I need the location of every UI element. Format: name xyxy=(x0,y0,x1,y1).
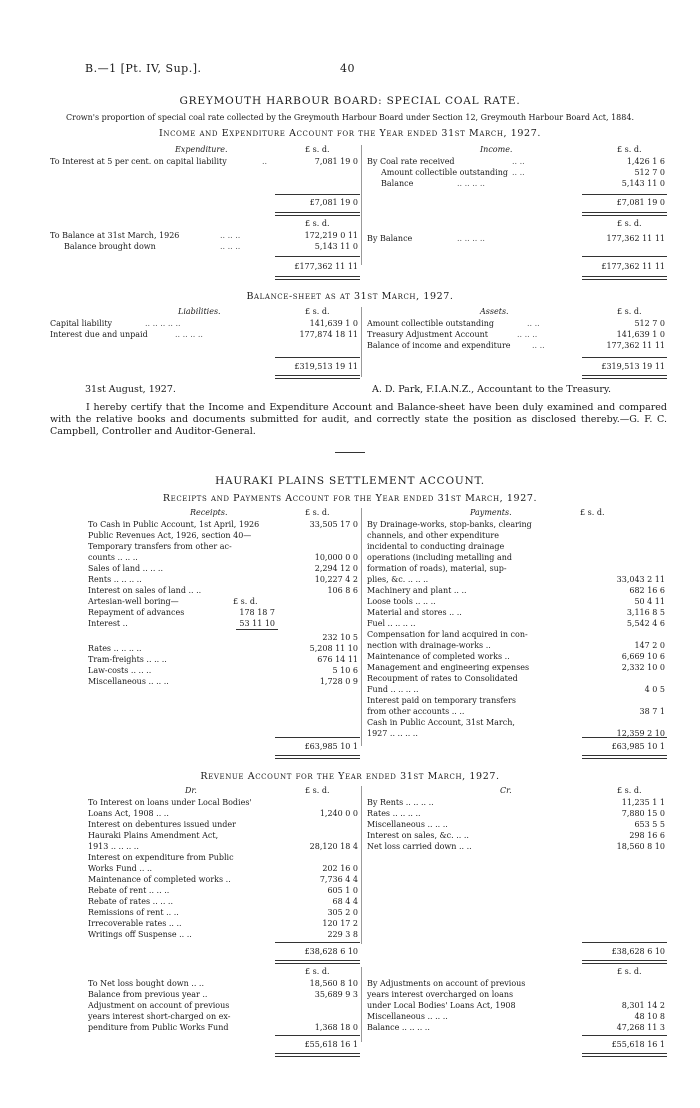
cr-heading: Cr. xyxy=(500,786,512,795)
double-rule xyxy=(582,212,667,216)
ledger-line: Balance .. .. .. .. 47,268 11 3 xyxy=(367,1023,665,1032)
ledger-line: Net loss carried down .. .. 18,560 8 10 xyxy=(367,842,665,851)
ledger-line: Capital liability .. .. .. .. .. 141,639 1 0 xyxy=(50,319,358,328)
income-heading: Income. xyxy=(480,145,513,154)
ledger-line: Material and stores .. .. 3,116 8 5 xyxy=(367,608,665,617)
lsd-heading: £ s. d. xyxy=(305,219,330,228)
ledger-line: Balance from previous year .. 35,689 9 3 xyxy=(88,990,358,999)
ledger-line: Irrecoverable rates .. .. 120 17 2 xyxy=(88,919,358,928)
ledger-line: Maintenance of completed works .. 6,669 10 6 xyxy=(367,652,665,661)
receipts-payments-title: Receipts and Payments Account for the Year ended 31st March, 1927. xyxy=(162,493,538,504)
ledger-line: Fund .. .. .. .. 4 0 5 xyxy=(367,685,665,694)
total-rule xyxy=(582,194,667,195)
ledger-line: Management and engineering expenses 2,332 10 0 xyxy=(367,663,665,672)
dr-heading: Dr. xyxy=(185,786,197,795)
double-rule xyxy=(275,212,360,216)
ledger-line: Balance of income and expenditure .. .. 177,362 11 11 xyxy=(367,341,665,350)
ledger-line: 1927 .. .. .. .. 12,359 2 10 xyxy=(367,729,665,738)
ledger-line: Rates .. .. .. .. 5,208 11 10 xyxy=(88,644,358,653)
double-rule xyxy=(275,1053,360,1057)
ledger-line: Miscellaneous .. .. .. 48 10 8 xyxy=(367,1012,665,1021)
ledger-line: Rebate of rates .. .. .. 68 4 4 xyxy=(88,897,358,906)
ledger-line: 232 10 5 xyxy=(322,633,358,642)
total-line: £38,628 6 10 xyxy=(304,947,358,956)
double-rule xyxy=(582,375,667,379)
column-divider xyxy=(361,508,362,746)
column-divider xyxy=(361,786,362,944)
total-rule xyxy=(275,737,360,738)
audit-certificate: I hereby certify that the Income and Expenditure Account and Balance-sheet have been duly examined and compared with the relative books and documents submitted for audit, and correctly state the position as disclosed thereby.—G. F. C. Campbell, Controller and Auditor-General. xyxy=(50,402,667,437)
ledger-line: Artesian-well boring— £ s. d. xyxy=(88,597,258,606)
lsd-heading: £ s. d. xyxy=(305,508,330,517)
double-rule xyxy=(275,375,360,379)
double-rule xyxy=(275,960,360,964)
ledger-line: Public Revenues Act, 1926, section 40— xyxy=(88,531,252,540)
ledger-line: penditure from Public Works Fund 1,368 18 0 xyxy=(88,1023,358,1032)
ledger-line: years interest overcharged on loans xyxy=(367,990,514,999)
total-line: £55,618 16 1 xyxy=(304,1040,358,1049)
ledger-line: Rates .. .. .. .. 7,880 15 0 xyxy=(367,809,665,818)
section-divider xyxy=(335,452,365,453)
total-line: £319,513 19 11 xyxy=(601,362,665,371)
total-rule xyxy=(582,357,667,358)
double-rule xyxy=(582,1053,667,1057)
page-header-ref: B.—1 [Pt. IV, Sup.]. xyxy=(85,62,202,75)
total-rule xyxy=(582,942,667,943)
ledger-line: nection with drainage-works .. 147 2 0 xyxy=(367,641,665,650)
ledger-line: Sales of land .. .. .. 2,294 12 0 xyxy=(88,564,358,573)
lsd-heading: £ s. d. xyxy=(617,219,642,228)
ledger-line: Adjustment on account of previous xyxy=(88,1001,230,1010)
ledger-line: Interest on debentures issued under xyxy=(88,820,236,829)
ledger-line: Machinery and plant .. .. 682 16 6 xyxy=(367,586,665,595)
hauraki-title: HAURAKI PLAINS SETTLEMENT ACCOUNT. xyxy=(215,475,485,487)
ledger-line: Interest on sales of land .. .. 106 8 6 xyxy=(88,586,358,595)
ledger-line: from other accounts .. .. 38 7 1 xyxy=(367,707,665,716)
lsd-heading: £ s. d. xyxy=(305,786,330,795)
ledger-line: incidental to conducting drainage xyxy=(367,542,505,551)
double-rule xyxy=(275,276,360,280)
ledger-line: Loose tools .. .. .. 50 4 11 xyxy=(367,597,665,606)
total-rule xyxy=(582,737,667,738)
coal-title: GREYMOUTH HARBOUR BOARD: SPECIAL COAL RATE. xyxy=(179,95,521,107)
payments-heading: Payments. xyxy=(470,508,512,517)
lsd-heading: £ s. d. xyxy=(305,967,330,976)
ledger-line: By Balance .. .. .. .. 177,362 11 11 xyxy=(367,234,665,243)
signatory: A. D. Park, F.I.A.N.Z., Accountant to the Treasury. xyxy=(372,384,612,395)
receipts-heading: Receipts. xyxy=(190,508,228,517)
lsd-heading: £ s. d. xyxy=(617,786,642,795)
total-rule xyxy=(275,357,360,358)
lsd-heading: £ s. d. xyxy=(617,967,642,976)
total-rule xyxy=(275,942,360,943)
double-rule xyxy=(582,276,667,280)
revenue-title: Revenue Account for the Year ended 31st March, 1927. xyxy=(200,771,500,782)
ledger-line: Amount collectible outstanding .. .. 512 7 0 xyxy=(367,319,665,328)
ledger-line: By Adjustments on account of previous xyxy=(367,979,526,988)
ledger-line: counts .. .. .. 10,000 0 0 xyxy=(88,553,358,562)
ledger-line: Interest paid on temporary transfers xyxy=(367,696,516,705)
ledger-line: Miscellaneous .. .. .. 1,728 0 9 xyxy=(88,677,358,686)
ledger-line: Remissions of rent .. .. 305 2 0 xyxy=(88,908,358,917)
total-line: £319,513 19 11 xyxy=(294,362,358,371)
ledger-line: By Rents .. .. .. .. 11,235 1 1 xyxy=(367,798,665,807)
ledger-line: channels, and other expenditure xyxy=(367,531,499,540)
ledger-line: Rebate of rent .. .. .. 605 1 0 xyxy=(88,886,358,895)
column-divider xyxy=(361,967,362,1042)
ledger-line: Maintenance of completed works .. 7,736 4 4 xyxy=(88,875,358,884)
ledger-line: Writings off Suspense .. .. 229 3 8 xyxy=(88,930,358,939)
liabilities-heading: Liabilities. xyxy=(178,307,221,316)
total-line: £177,362 11 11 xyxy=(601,262,665,271)
double-rule xyxy=(275,755,360,759)
page-number: 40 xyxy=(340,62,355,75)
total-rule xyxy=(275,194,360,195)
total-rule xyxy=(275,1035,360,1036)
lsd-heading: £ s. d. xyxy=(617,307,642,316)
double-rule xyxy=(582,755,667,759)
ledger-line: Works Fund .. .. 202 16 0 xyxy=(88,864,358,873)
ledger-line: Compensation for land acquired in con- xyxy=(367,630,528,639)
ledger-line: Rents .. .. .. .. 10,227 4 2 xyxy=(88,575,358,584)
ledger-line: plies, &c. .. .. .. 33,043 2 11 xyxy=(367,575,665,584)
lsd-heading: £ s. d. xyxy=(305,307,330,316)
ledger-line: Treasury Adjustment Account .. .. .. 141,639 1 0 xyxy=(367,330,665,339)
ledger-line: Interest on sales, &c. .. .. 298 16 6 xyxy=(367,831,665,840)
ledger-line: Fuel .. .. .. .. 5,542 4 6 xyxy=(367,619,665,628)
lsd-heading: £ s. d. xyxy=(617,145,642,154)
balance-sheet-title: Balance-sheet as at 31st March, 1927. xyxy=(246,291,454,302)
ledger-line: formation of roads), material, sup- xyxy=(367,564,507,573)
ledger-line: To Balance at 31st March, 1926 .. .. .. 172,219 0 11 xyxy=(50,231,358,240)
ledger-line: Hauraki Plains Amendment Act, xyxy=(88,831,219,840)
signature-date: 31st August, 1927. xyxy=(85,384,176,395)
ledger-line: Temporary transfers from other ac- xyxy=(88,542,232,551)
column-divider xyxy=(361,307,362,377)
ledger-line: Recoupment of rates to Consolidated xyxy=(367,674,518,683)
ledger-line: Interest .. 53 11 10 xyxy=(88,619,275,628)
ledger-line: Tram-freights .. .. .. 676 14 11 xyxy=(88,655,358,664)
double-rule xyxy=(582,960,667,964)
total-line: £63,985 10 1 xyxy=(611,742,665,751)
total-line: £38,628 6 10 xyxy=(611,947,665,956)
ledger-line: Repayment of advances 178 18 7 xyxy=(88,608,275,617)
ledger-line: To Interest on loans under Local Bodies' xyxy=(88,798,252,807)
well-lsd: £ s. d. xyxy=(233,597,258,606)
total-line: £63,985 10 1 xyxy=(304,742,358,751)
column-divider xyxy=(361,145,362,265)
ledger-line: Balance .. .. .. .. 5,143 11 0 xyxy=(381,179,665,188)
total-rule xyxy=(582,1035,667,1036)
ledger-line: Cash in Public Account, 31st March, xyxy=(367,718,515,727)
ledger-line: years interest short-charged on ex- xyxy=(88,1012,231,1021)
ledger-line: Loans Act, 1908 .. .. 1,240 0 0 xyxy=(88,809,358,818)
total-rule xyxy=(275,256,360,257)
ledger-line: operations (including metalling and xyxy=(367,553,513,562)
coal-income-title: Income and Expenditure Account for the Year ended 31st March, 1927. xyxy=(159,128,541,139)
assets-heading: Assets. xyxy=(480,307,509,316)
ledger-line: Miscellaneous .. .. .. 653 5 5 xyxy=(367,820,665,829)
total-line: £7,081 19 0 xyxy=(616,198,665,207)
ledger-line: Amount collectible outstanding .. .. 512 7 0 xyxy=(381,168,665,177)
ledger-line: under Local Bodies' Loans Act, 1908 8,301 14 2 xyxy=(367,1001,665,1010)
ledger-line: 1913 .. .. .. .. 28,120 18 4 xyxy=(88,842,358,851)
ledger-line: To Cash in Public Account, 1st April, 1926 33,505 17 0 xyxy=(88,520,358,529)
ledger-line: Interest on expenditure from Public xyxy=(88,853,234,862)
ledger-line: Balance brought down .. .. .. 5,143 11 0 xyxy=(64,242,358,251)
total-line: £55,618 16 1 xyxy=(611,1040,665,1049)
coal-subtitle: Crown's proportion of special coal rate collected by the Greymouth Harbour Board under Section 12, Greymouth Harbour Board Act, 1884. xyxy=(66,113,634,122)
lsd-heading: £ s. d. xyxy=(580,508,605,517)
total-rule xyxy=(582,256,667,257)
ledger-line: To Interest at 5 per cent. on capital liability .. 7,081 19 0 xyxy=(50,157,358,166)
total-line: £177,362 11 11 xyxy=(294,262,358,271)
subtotal-rule xyxy=(236,629,278,630)
total-line: £7,081 19 0 xyxy=(309,198,358,207)
ledger-line: Interest due and unpaid .. .. .. .. 177,874 18 11 xyxy=(50,330,358,339)
ledger-line: Law-costs .. .. .. 5 10 6 xyxy=(88,666,358,675)
expenditure-heading: Expenditure. xyxy=(175,145,228,154)
lsd-heading: £ s. d. xyxy=(305,145,330,154)
ledger-line: By Coal rate received .. .. 1,426 1 6 xyxy=(367,157,665,166)
ledger-line: By Drainage-works, stop-banks, clearing xyxy=(367,520,532,529)
ledger-line: To Net loss bought down .. .. 18,560 8 10 xyxy=(88,979,358,988)
